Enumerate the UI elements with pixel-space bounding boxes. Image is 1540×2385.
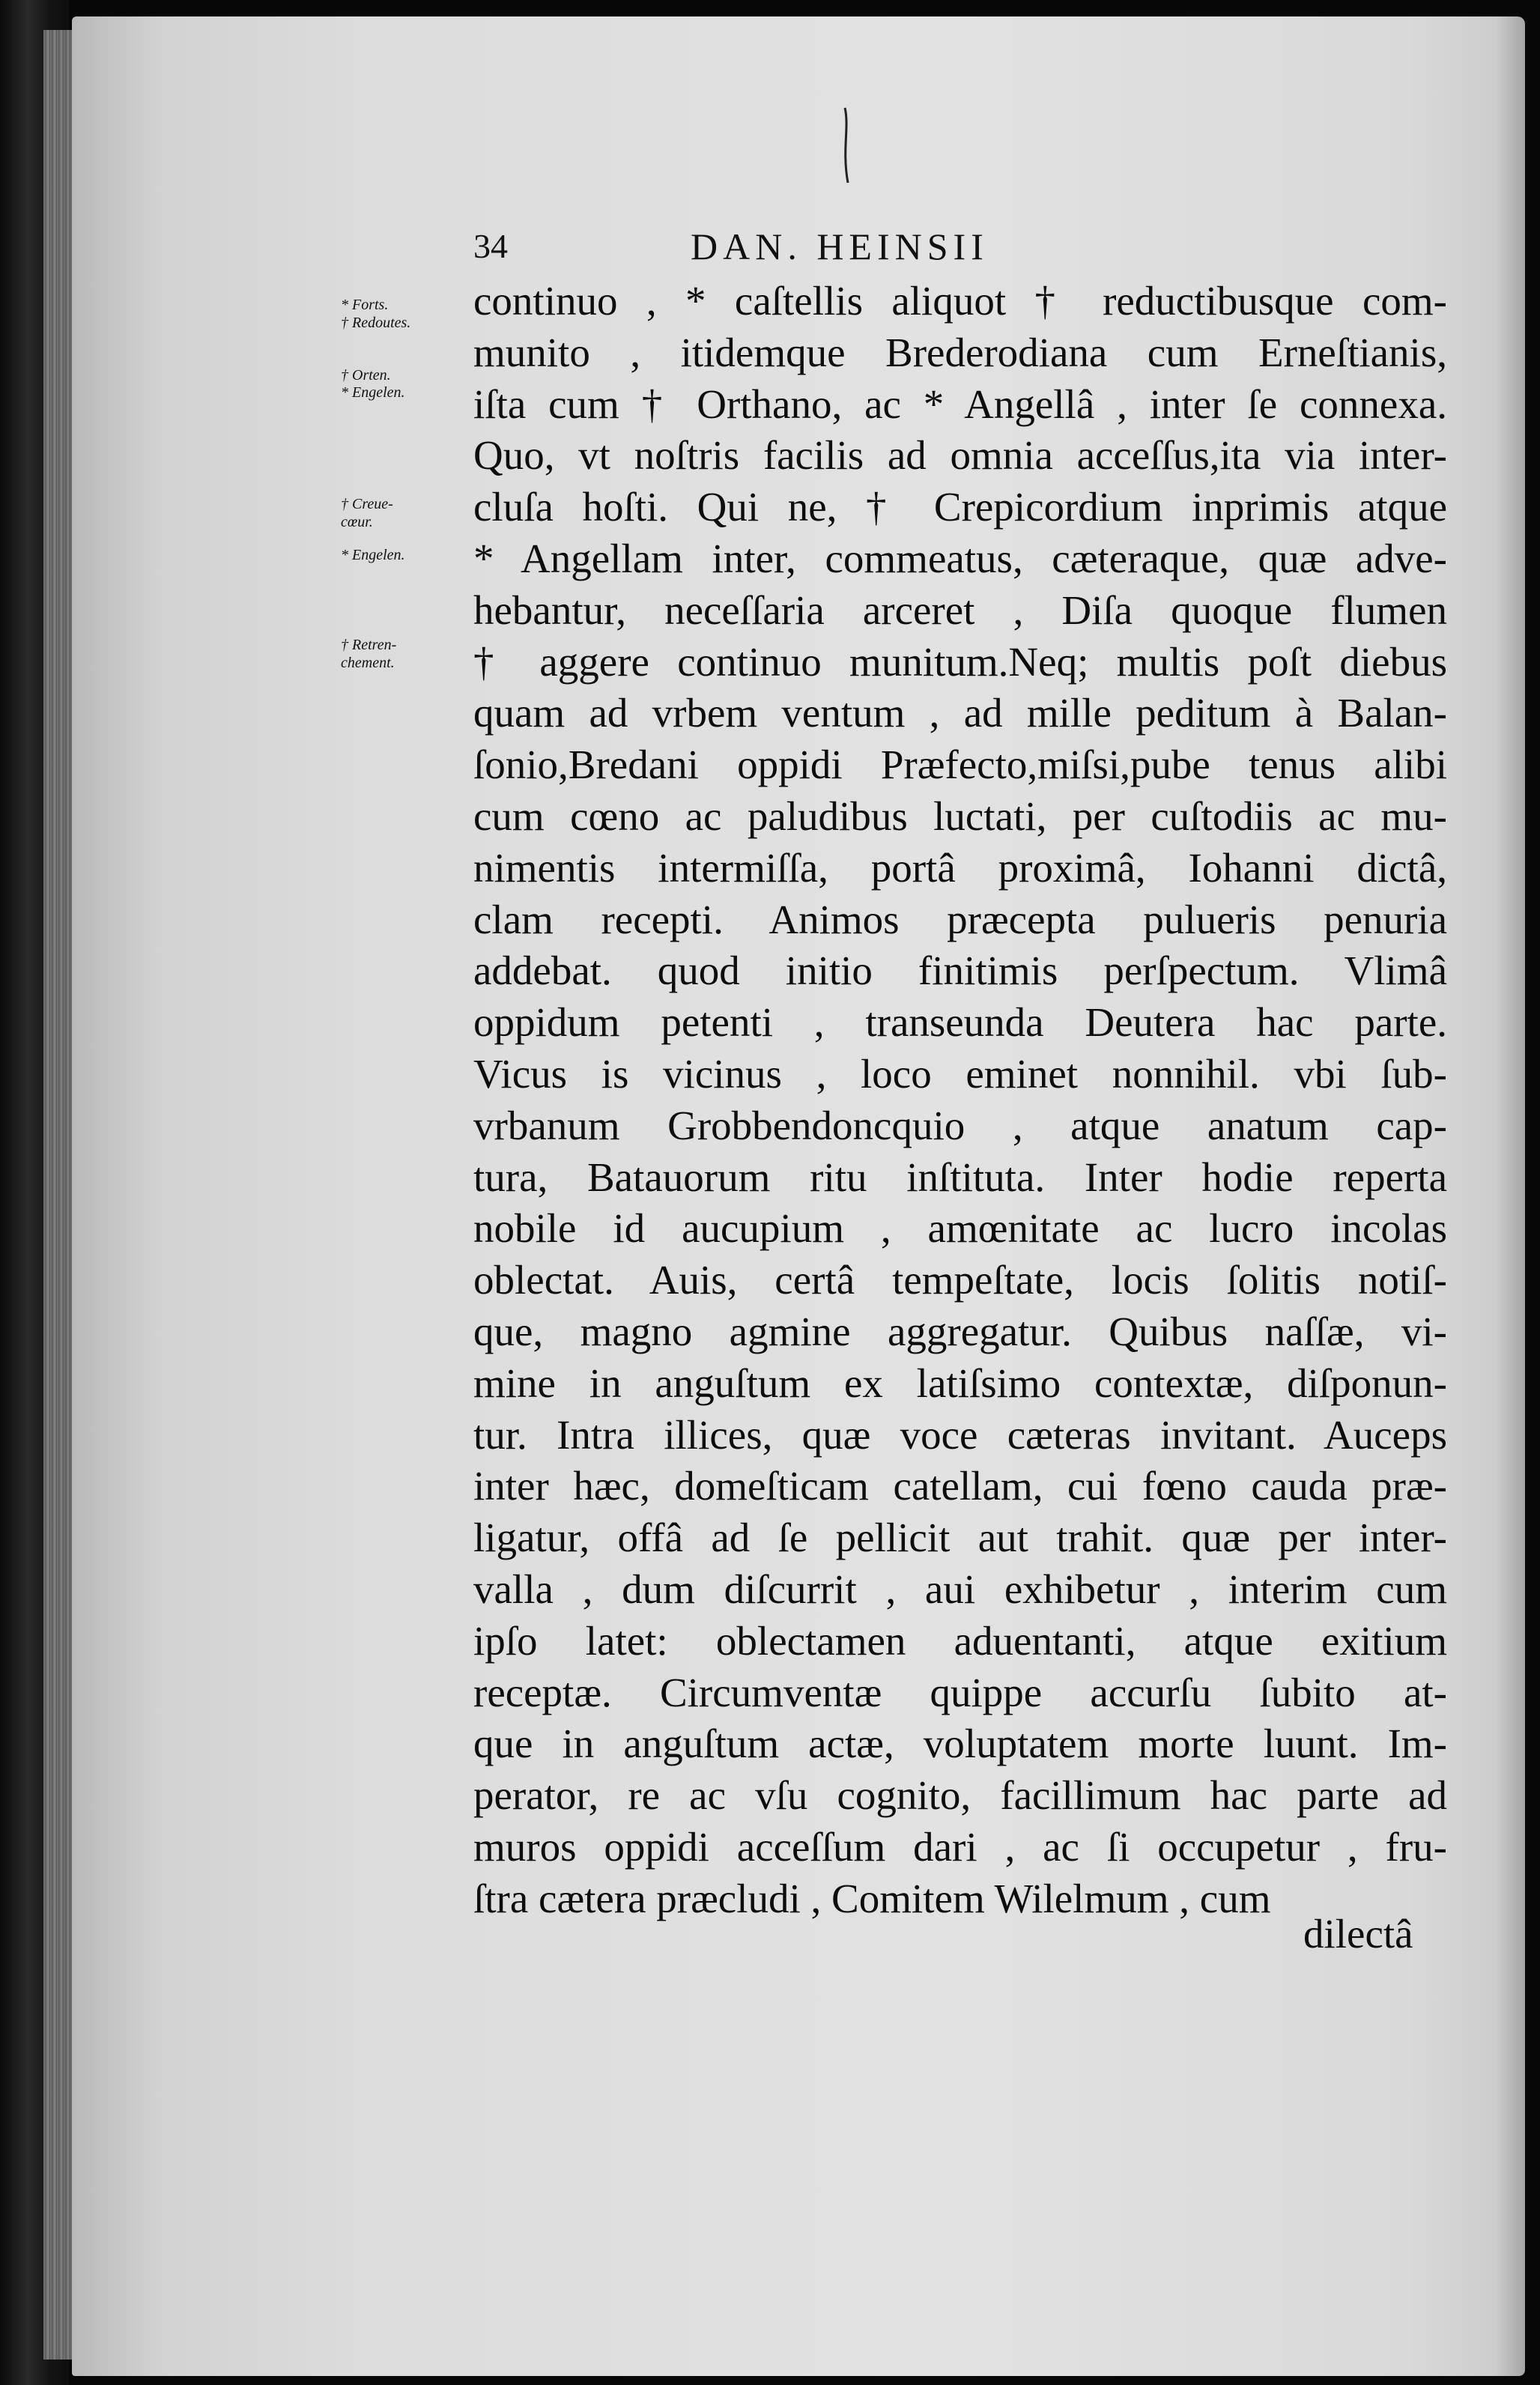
- text-line: * Angellam inter, commeatus, cæteraque, quæ adve-: [473, 535, 1447, 581]
- margin-note: † Retren-: [341, 637, 397, 653]
- margin-note: * Forts.: [341, 297, 389, 313]
- text-line: oppidum petenti , transeunda Deutera hac parte.: [473, 999, 1447, 1046]
- body-text: [473, 276, 1447, 1925]
- catchword: dilectâ: [1303, 1911, 1413, 1957]
- text-line: ipſo latet: oblectamen aduentanti, atque exitium: [473, 1617, 1447, 1664]
- text-line: continuo , * caſtellis aliquot † reductibusque com-: [473, 278, 1447, 324]
- text-line: Quo, vt noſtris facilis ad omnia acceſſus,ita via inter-: [473, 432, 1447, 479]
- text-line: iſta cum † Orthano, ac * Angellâ , inter ſe connexa.: [473, 381, 1447, 427]
- text-line: muros oppidi acceſſum dari , ac ſi occupetur , fru-: [473, 1823, 1447, 1870]
- margin-note: † Creue-: [341, 496, 393, 512]
- text-line: receptæ. Circumventæ quippe accurſu ſubito at-: [473, 1669, 1447, 1715]
- text-line: ligatur, offâ ad ſe pellicit aut trahit. quæ per inter-: [473, 1515, 1447, 1561]
- text-line: oblectat. Auis, certâ tempeſtate, locis ſolitis notiſ-: [473, 1257, 1447, 1303]
- text-line: † aggere continuo munitum.Neq; multis poſt diebus: [473, 638, 1447, 685]
- text-line: tura, Batauorum ritu inſtituta. Inter hodie reperta: [473, 1154, 1447, 1200]
- margin-note: * Engelen.: [341, 384, 405, 401]
- text-line: ſtra cætera præcludi , Comitem Wilelmum , cum: [473, 1875, 1271, 1921]
- text-line: hebantur, neceſſaria arceret , Diſa quoque flumen: [473, 587, 1447, 633]
- text-line: que in anguſtum actæ, voluptatem morte luunt. Im-: [473, 1721, 1447, 1767]
- text-line: clam recepti. Animos præcepta pulueris penuria: [473, 896, 1447, 942]
- margin-note: chement.: [341, 655, 395, 671]
- text-line: cluſa hoſti. Qui ne, † Crepicordium inprimis atque: [473, 484, 1447, 530]
- text-line: ſonio,Bredani oppidi Præfecto,miſsi,pube tenus alibi: [473, 742, 1447, 788]
- page-header: [404, 225, 1528, 277]
- margin-note: † Orten.: [341, 367, 391, 384]
- text-line: inter hæc, domeſticam catellam, cui fœno cauda præ-: [473, 1463, 1447, 1509]
- text-line: munito , itidemque Brederodiana cum Erneſtianis,: [473, 329, 1447, 375]
- text-line: cum cœno ac paludibus luctati, per cuſtodiis ac mu-: [473, 793, 1447, 839]
- text-line: nobile id aucupium , amœnitate ac lucro incolas: [473, 1205, 1447, 1252]
- text-line: mine in anguſtum ex latiſsimo contextæ, diſponun-: [473, 1360, 1447, 1406]
- page-number: 34: [473, 227, 508, 265]
- text-line: que, magno agmine aggregatur. Quibus naſſæ, vi-: [473, 1308, 1447, 1354]
- running-head: DAN. HEINSII: [691, 225, 989, 267]
- margin-note: * Engelen.: [341, 547, 405, 563]
- text-line: nimentis intermiſſa, portâ proximâ, Iohanni dictâ,: [473, 844, 1447, 891]
- text-line: tur. Intra illices, quæ voce cæteras invitant. Auceps: [473, 1411, 1447, 1458]
- text-line: quam ad vrbem ventum , ad mille peditum à Balan-: [473, 690, 1447, 736]
- page-shadow: [1495, 16, 1525, 2376]
- margin-note: cœur.: [341, 514, 373, 530]
- margin-note: † Redoutes.: [341, 315, 411, 331]
- text-line: vrbanum Grobbendoncquio , atque anatum cap-: [473, 1102, 1447, 1148]
- text-line: valla , dum diſcurrit , aui exhibetur , interim cum: [473, 1566, 1447, 1612]
- text-line: Vicus is vicinus , loco eminet nonnihil. vbi ſub-: [473, 1050, 1447, 1097]
- text-line: addebat. quod initio finitimis perſpectum. Vlimâ: [473, 948, 1447, 994]
- ink-pen-mark: [839, 105, 854, 187]
- text-line: perator, re ac vſu cognito, facillimum hac parte ad: [473, 1772, 1447, 1819]
